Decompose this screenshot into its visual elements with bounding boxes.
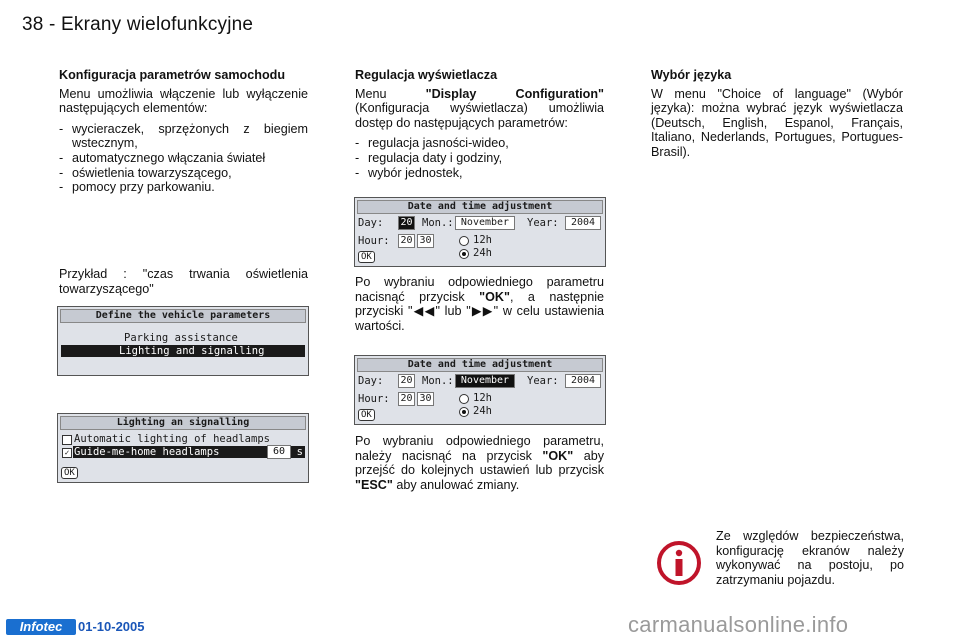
paragraph: W menu "Choice of language" (Wybór języka): można wybrać język wyświetlacza (Deutsch, English, Espanol, Français, Italiano, Nederlands, Portugues, Portugues-Brasil).	[651, 86, 903, 159]
parameter-list	[355, 136, 604, 180]
minute-field: 30	[417, 392, 434, 406]
option-24h: 24h	[473, 247, 492, 259]
lcd-screen-lighting	[57, 413, 309, 483]
ok-button: OK	[358, 251, 375, 263]
column-vehicle-parameters	[59, 68, 308, 195]
duration-field: 60	[267, 445, 291, 459]
day-label: Day:	[358, 217, 384, 229]
year-field: 2004	[565, 216, 601, 230]
column-display-config	[355, 68, 604, 180]
hour-label: Hour:	[358, 235, 390, 247]
ok-button: OK	[61, 467, 78, 479]
year-label: Year:	[527, 217, 559, 229]
hour-field: 20	[398, 392, 415, 406]
screen-title: Define the vehicle parameters	[60, 309, 306, 323]
screen-title: Lighting an signalling	[60, 416, 306, 430]
safety-note: Ze względów bezpieczeństwa, konfigurację ekranów należy wykonywać na postoju, po zatrzymaniu pojazdu.	[716, 529, 904, 587]
section-heading: Konfiguracja parametrów samochodu	[59, 68, 286, 82]
minute-field: 30	[417, 234, 434, 248]
checkbox-checked-icon: ✓	[62, 448, 72, 458]
screen-title: Date and time adjustment	[357, 358, 603, 372]
menu-item-label: Lighting and signalling	[119, 345, 265, 357]
menu-item-parking-assistance: Parking assistance	[124, 332, 238, 344]
day-label: Day:	[358, 375, 384, 387]
instruction-esc	[355, 434, 604, 498]
menu-name: "Display Configuration"	[425, 86, 604, 101]
option-guide-me-home-selected	[73, 446, 305, 458]
section-heading: Wybór języka	[651, 68, 732, 82]
feature-list	[59, 122, 308, 195]
radio-12h-icon	[459, 236, 469, 246]
text-span: aby anulować zmiany.	[392, 477, 520, 492]
list-item: - pomocy przy parkowaniu.	[59, 180, 308, 195]
text-span: aby przejść do kolejnych ustawień lub przycisk	[355, 448, 605, 478]
radio-24h-icon	[459, 407, 469, 417]
screen-title: Date and time adjustment	[357, 200, 603, 214]
watermark: carmanualsonline.info	[628, 612, 849, 637]
list-item: - regulacja daty i godziny,	[355, 151, 604, 166]
day-field: 20	[398, 374, 415, 388]
day-field: 20	[398, 216, 415, 230]
menu-item-lighting-selected	[61, 345, 305, 357]
button-name: "OK"	[479, 289, 510, 304]
instruction-ok	[355, 275, 604, 339]
option-12h: 12h	[473, 234, 492, 246]
paragraph: Przykład : "czas trwania oświetlenia towarzyszącego"	[59, 267, 308, 296]
option-24h: 24h	[473, 405, 492, 417]
column-language	[651, 68, 903, 166]
lcd-screen-date-time-b	[354, 355, 606, 425]
infotec-logo: Infotec	[6, 619, 76, 635]
hour-label: Hour:	[358, 393, 390, 405]
page-title: 38 - Ekrany wielofunkcyjne	[22, 14, 254, 35]
example-caption	[59, 267, 308, 302]
lcd-screen-vehicle-parameters	[57, 306, 309, 376]
month-label: Mon.:	[422, 375, 454, 387]
text-span: (Konfiguracja wyświetlacza) umożliwia dostęp do następujących parametrów:	[355, 101, 604, 130]
year-field: 2004	[565, 374, 601, 388]
radio-12h-icon	[459, 394, 469, 404]
text-span: , a następnie przyciski "◀◀" lub "▶▶" w celu ustawienia wartości.	[355, 289, 604, 333]
duration-unit: s	[296, 446, 303, 458]
list-item: - oświetlenia towarzyszącego,	[59, 166, 308, 181]
lcd-screen-date-time-a	[354, 197, 606, 267]
paragraph: Menu umożliwia włączenie lub wyłączenie następujących elementów:	[59, 86, 308, 116]
text-span: Menu	[355, 86, 426, 101]
section-heading: Regulacja wyświetlacza	[355, 68, 498, 82]
ok-button: OK	[358, 409, 375, 421]
text-span: Po wybraniu odpowiedniego parametru, należy nacisnąć na przycisk	[355, 434, 604, 463]
paragraph	[355, 275, 604, 333]
option-12h: 12h	[473, 392, 492, 404]
option-label: Guide-me-home headlamps	[74, 446, 220, 458]
text-span: Po wybraniu odpowiedniego parametru nacisnąć przycisk	[355, 275, 604, 304]
checkbox-icon	[62, 435, 72, 445]
paragraph	[355, 87, 604, 131]
button-name: "OK"	[542, 448, 574, 463]
month-field: November	[455, 374, 515, 388]
footer-date: 01-10-2005	[78, 619, 145, 634]
list-item: - automatycznego włączania świateł	[59, 151, 308, 166]
list-item: - wycieraczek, sprzężonych z biegiem wstecznym,	[59, 122, 308, 151]
list-item: - regulacja jasności-wideo,	[355, 136, 604, 151]
month-label: Mon.:	[422, 217, 454, 229]
hour-field: 20	[398, 234, 415, 248]
paragraph	[355, 434, 604, 492]
radio-24h-icon	[459, 249, 469, 259]
option-auto-headlamps: Automatic lighting of headlamps	[74, 433, 270, 445]
year-label: Year:	[527, 375, 559, 387]
list-item: - wybór jednostek,	[355, 166, 604, 181]
button-name: "ESC"	[355, 477, 393, 492]
info-icon	[656, 540, 702, 586]
month-field: November	[455, 216, 515, 230]
